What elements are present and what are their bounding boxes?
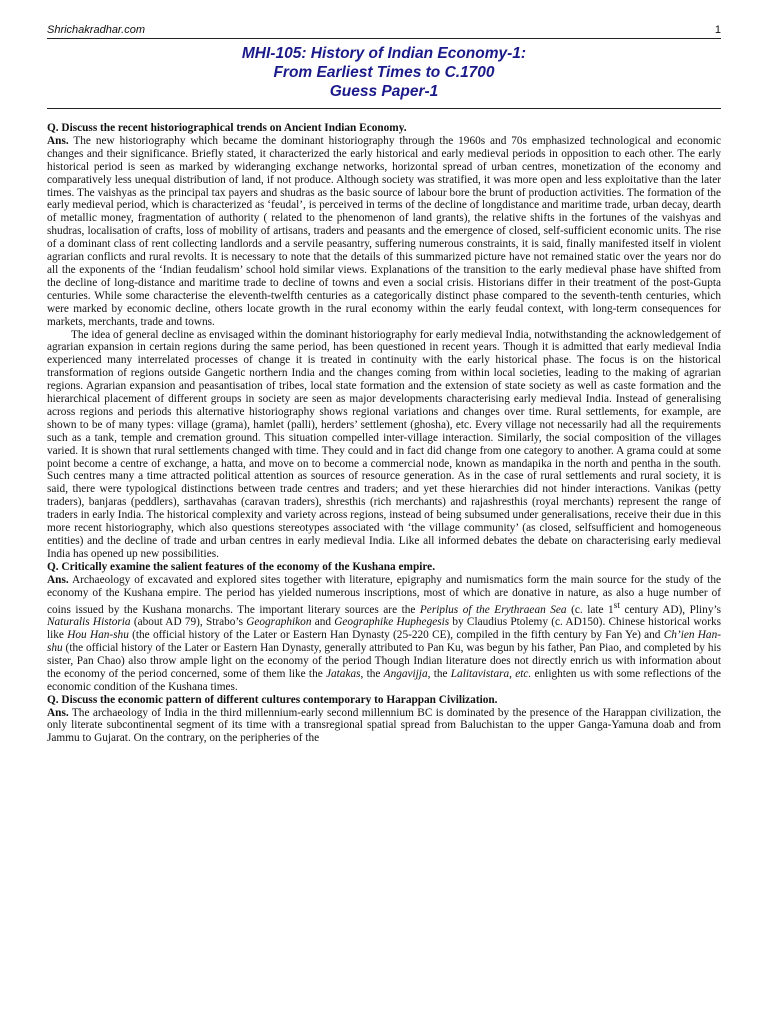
header-rule [47, 38, 721, 39]
answer-3-paragraph [47, 707, 721, 746]
ordinal-suffix: st [613, 600, 620, 611]
answer-label: Ans. [47, 573, 69, 586]
work-title: Angavijja [383, 667, 428, 680]
answer-label: Ans. [47, 134, 69, 147]
text-run: , the [360, 667, 384, 680]
title-rule [47, 108, 721, 109]
text-run: century AD), Pliny’s [619, 603, 722, 616]
work-title: Lalitavistara [450, 667, 510, 680]
answer-1-paragraph-2: The idea of general decline as envisaged within the dominant historiography for early medieval India, notwithstanding the acknowledgement of agrarian expansion in certain regions during the same period, has been questioned in recent years. Though it is admitted that early medieval India experienced many interrelated processes of change it is treated in continuity with the early historical phase. The focus is on the historical transformation of regions outside Gangetic northern India and the changes coming from within local societies, leading to the making of agrarian regions. Agrarian expansion and peasantisation of tribes, local state formation and the extension of state society as well as caste formation and the hierarchical placement of different groups in society are seen as major developments characterising early medieval India. Instead of generalising across regions and periods this alternative historiography shows regional variations and changes over time. Rural settlements, for example, are shown to be of many types: village (grama), hamlet (palli), herders’ settlement (ghosha), etc. Every village not necessarily had all the requirements such as a tank, temple and cremation ground. This situation compelled inter-village interaction. Similarly, the social composition of the villages varied. It is shown that rural settlements changed with time. They could and in fact did change from one category to another. A grama could at some point become a centre of exchange, a hatta, and move on to become a commercial node, known as mandapika in the north and pentha in the south. Such centres many a time attracted political attention as sources of resource generation. As in the case of rural settlements and rural society, it is said, there were typological distinctions between trade centres and traders; and yet these hierarchies did not hinder interactions. Vanikas (petty traders), banjaras (peddlers), sarthavahas (caravan traders), shresthis (rich merchants) and rajashresthis (royal merchants) represent the range of traders in early India. The historical complexity and variety across regions, instead of being subsumed under generalisations, receive their due in this more recent historiography, which also questions stereotypes associated with ‘the village community’ (as closed, selfsufficient and homogeneous entities) and the decline of trade and urban centres in early medieval India. Like all informed debates the debate on characterising early medieval India has opened up new possibilities. [47, 328, 721, 560]
text-run-italic: etc. [515, 667, 532, 680]
text-run: (the official history of the Later or Eastern Han Dynasty (25-220 CE), compiled in the fifth century by Fan Ye) and [128, 629, 664, 642]
title-line-1: MHI-105: History of Indian Economy-1: [241, 45, 527, 62]
work-title: Ch’ien Han-shu [47, 629, 721, 655]
document-body [47, 122, 721, 745]
text-run: Archaeology of excavated and explored sites together with literature, epigraphy and numismatics form the main source for the study of the economy of the Kushana empire. The period has yielded numerous inscriptions, most of which are donative in nature, as also a huge number of coins issued by the Kushana monarchs. The important literary sources are the [47, 573, 721, 616]
running-header [47, 24, 721, 38]
answer-text: The archaeology of India in the third millennium-early second millennium BC is dominated by the presence of the Harappan civilization, the only literate subcontinental segment of its time with a transregional spatial spread from Baluchistan to the upper Ganga-Yamuna doab and from Jammu to Gujarat. On the contrary, on the peripheries of the [47, 706, 721, 745]
work-title: Hou Han-shu [67, 629, 129, 642]
text-run: (about AD 79), Strabo’s [130, 616, 247, 629]
text-run: and [311, 616, 335, 629]
answer-1-paragraph-1 [47, 135, 721, 329]
text-run: , [509, 667, 516, 680]
text-run: by Claudius Ptolemy (c. AD150). Chinese historical works like [47, 616, 721, 642]
title-line-2: From Earliest Times to C.1700 [273, 64, 495, 81]
title-line-3: Guess Paper-1 [329, 83, 439, 100]
document-title [47, 44, 721, 101]
work-title: Jatakas [326, 667, 361, 680]
page-number: 1 [714, 24, 721, 36]
answer-label: Ans. [47, 706, 69, 719]
text-run: (the official history of the Later or Eastern Han Dynasty, generally attributed to Pan Ku, was begun by his father, Pan Piao, and completed by his sister, Pan Chao) also throw ample light on the economy of the period Though Indian literature does not directly enrich us with information about the economy of the period concerned, some of them like the [47, 642, 721, 680]
work-title: Geographike Huphegesis [334, 616, 450, 629]
text-run: enlighten us with some reflections of the economic condition of the Kushana times. [47, 667, 721, 693]
text-run: , the [427, 667, 451, 680]
site-name: Shrichakradhar.com [47, 24, 146, 36]
work-title: Geographikon [246, 616, 312, 629]
text-run: (c. late 1 [566, 603, 614, 616]
question-3: Q. Discuss the economic pattern of different cultures contemporary to Harappan Civilization. [47, 693, 498, 706]
question-2: Q. Critically examine the salient features of the economy of the Kushana empire. [47, 560, 436, 573]
work-title: Periplus of the Erythraean Sea [419, 603, 567, 616]
work-title: Naturalis Historia [47, 616, 131, 629]
question-1: Q. Discuss the recent historiographical trends on Ancient Indian Economy. [47, 122, 407, 134]
answer-text: The new historiography which became the dominant historiography through the 1960s and 70s emphasized technological and economic changes and their significance. Briefly stated, it characterized the early historical and early medieval periods in opposition to each other. The early historical period is seen as marked by wideranging exchange networks, horizontal spread of urban centres, monetization of the economy and comparatively less unequal distribution of land, if not produce. Although society was stratified, it was more open and less exploitative than the later times. The vaishyas as the principal tax payers and shudras as the basic source of labour bore the brunt of production activities. The formation of the early medieval period, which is characterized as ‘feudal’, is perceived in terms of the decline of longdistance and maritime trade, urban decay, dearth of metallic money, fragmentation of authority ( related to the phenomenon of land grants), the relative shifts in the fortunes of the vaishyas and shudras, localisation of crafts, loss of mobility of artisans, traders and peasants and the emergence of closed, self-sufficient economic units. The rise of a dominant class of rent collecting landlords and a servile peasantry, suffering numerous constraints, it is said, finally manifested itself in violent agrarian conflicts and rural revolts. It is necessary to note that the details of this summarized picture have not remained static over the years nor do all the exponents of the ‘Indian feudalism’ school hold similar views. Explanations of the transition to the early medieval phase have shifted from the decline of long-distance and maritime trade to decline of towns and even a social crisis. Historians differ in their treatment of the post-Gupta centuries. While some characterise the eleventh-twelfth centuries as a categorically distinct phase compared to the seventh-tenth centuries, which were marked by economic decline, others locate growth in the rural economy within the early feudal context, with long-term consequences for markets, merchants, trade and towns. [47, 134, 721, 328]
answer-2-paragraph [47, 574, 721, 694]
